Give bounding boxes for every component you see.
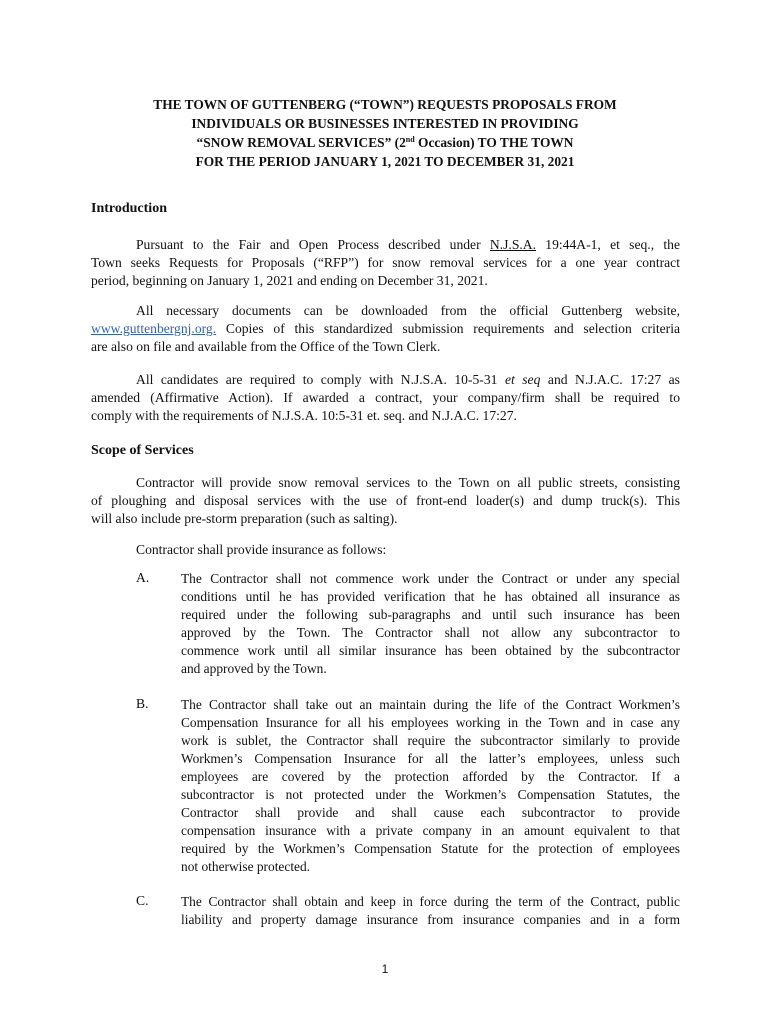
introduction-heading: Introduction: [91, 201, 167, 216]
insurance-item-b: The Contractor shall take out an maintain during the life of the Contract Workmen’s Compensation Insurance for all his employees working in the Town and in case any work is sublet, the Contractor shall require the subcontractor similarly to provide Workmen’s Compensation Insurance for all the latter’s employees, unless such employees are covered by the protection afforded by the Contractor. If a subcontractor is not protected under the Workmen’s Compensation Statutes, the Contractor shall provide and shall cause each subcontractor to provide compensation insurance with a private company in an amount equivalent to that required by the Workmen’s Compensation Statute for the protection of employees not otherwise protected.: [181, 697, 680, 874]
insurance-item-a: The Contractor shall not commence work under the Contract or under any special conditions until he has provided verification that he has obtained all insurance as required under the following sub-paragraphs and until such insurance has been approved by the Town. The Contractor shall not allow any subcontractor to commence work until all similar insurance has been obtained by the subcontractor and approved by the Town.: [181, 571, 680, 676]
item-label: C.: [136, 893, 149, 908]
introduction-paragraph-1: Pursuant to the Fair and Open Process described under N.J.S.A. 19:44A-1, et seq., the Town seeks Requests for Proposals (“RFP”) for snow removal services for a one year contract period, beginning on January 1, 2021 and ending on December 31, 2021.: [91, 237, 680, 288]
title-line: FOR THE PERIOD JANUARY 1, 2021 TO DECEMBER 31, 2021: [195, 154, 575, 169]
insurance-item-c: The Contractor shall obtain and keep in force during the term of the Contract, public liability and property damage insurance from insurance companies and in a form: [181, 894, 680, 927]
scope-paragraph-2: Contractor shall provide insurance as follows:: [136, 542, 387, 557]
title-line: THE TOWN OF GUTTENBERG (“TOWN”) REQUESTS PROPOSALS FROM: [153, 97, 617, 112]
website-link[interactable]: www.guttenbergnj.org.: [91, 321, 217, 336]
document-title: [60, 95, 710, 171]
scope-heading: Scope of Services: [91, 443, 194, 458]
scope-paragraph-1: Contractor will provide snow removal services to the Town on all public streets, consisting of ploughing and disposal services with the use of front-end loader(s) and dump truck(s). This will also include pre-storm preparation (such as salting).: [91, 475, 680, 526]
title-line: “SNOW REMOVAL SERVICES” (2nd Occasion) TO THE TOWN: [196, 135, 574, 150]
title-line: INDIVIDUALS OR BUSINESSES INTERESTED IN PROVIDING: [191, 116, 579, 131]
introduction-paragraph-3: All candidates are required to comply with N.J.S.A. 10-5-31 et seq and N.J.A.C. 17:27 as amended (Affirmative Action). If awarded a contract, your company/firm shall be required to comply with the requirements of N.J.S.A. 10:5-31 et. seq. and N.J.A.C. 17:27.: [91, 372, 680, 423]
item-label: A.: [136, 570, 150, 585]
item-label: B.: [136, 696, 149, 711]
introduction-paragraph-2: All necessary documents can be downloaded from the official Guttenberg website, www.guttenbergnj.org. Copies of this standardized submission requirements and selection criteria are also on file and available from the Office of the Town Clerk.: [91, 303, 680, 354]
page-number: 1: [381, 962, 389, 976]
